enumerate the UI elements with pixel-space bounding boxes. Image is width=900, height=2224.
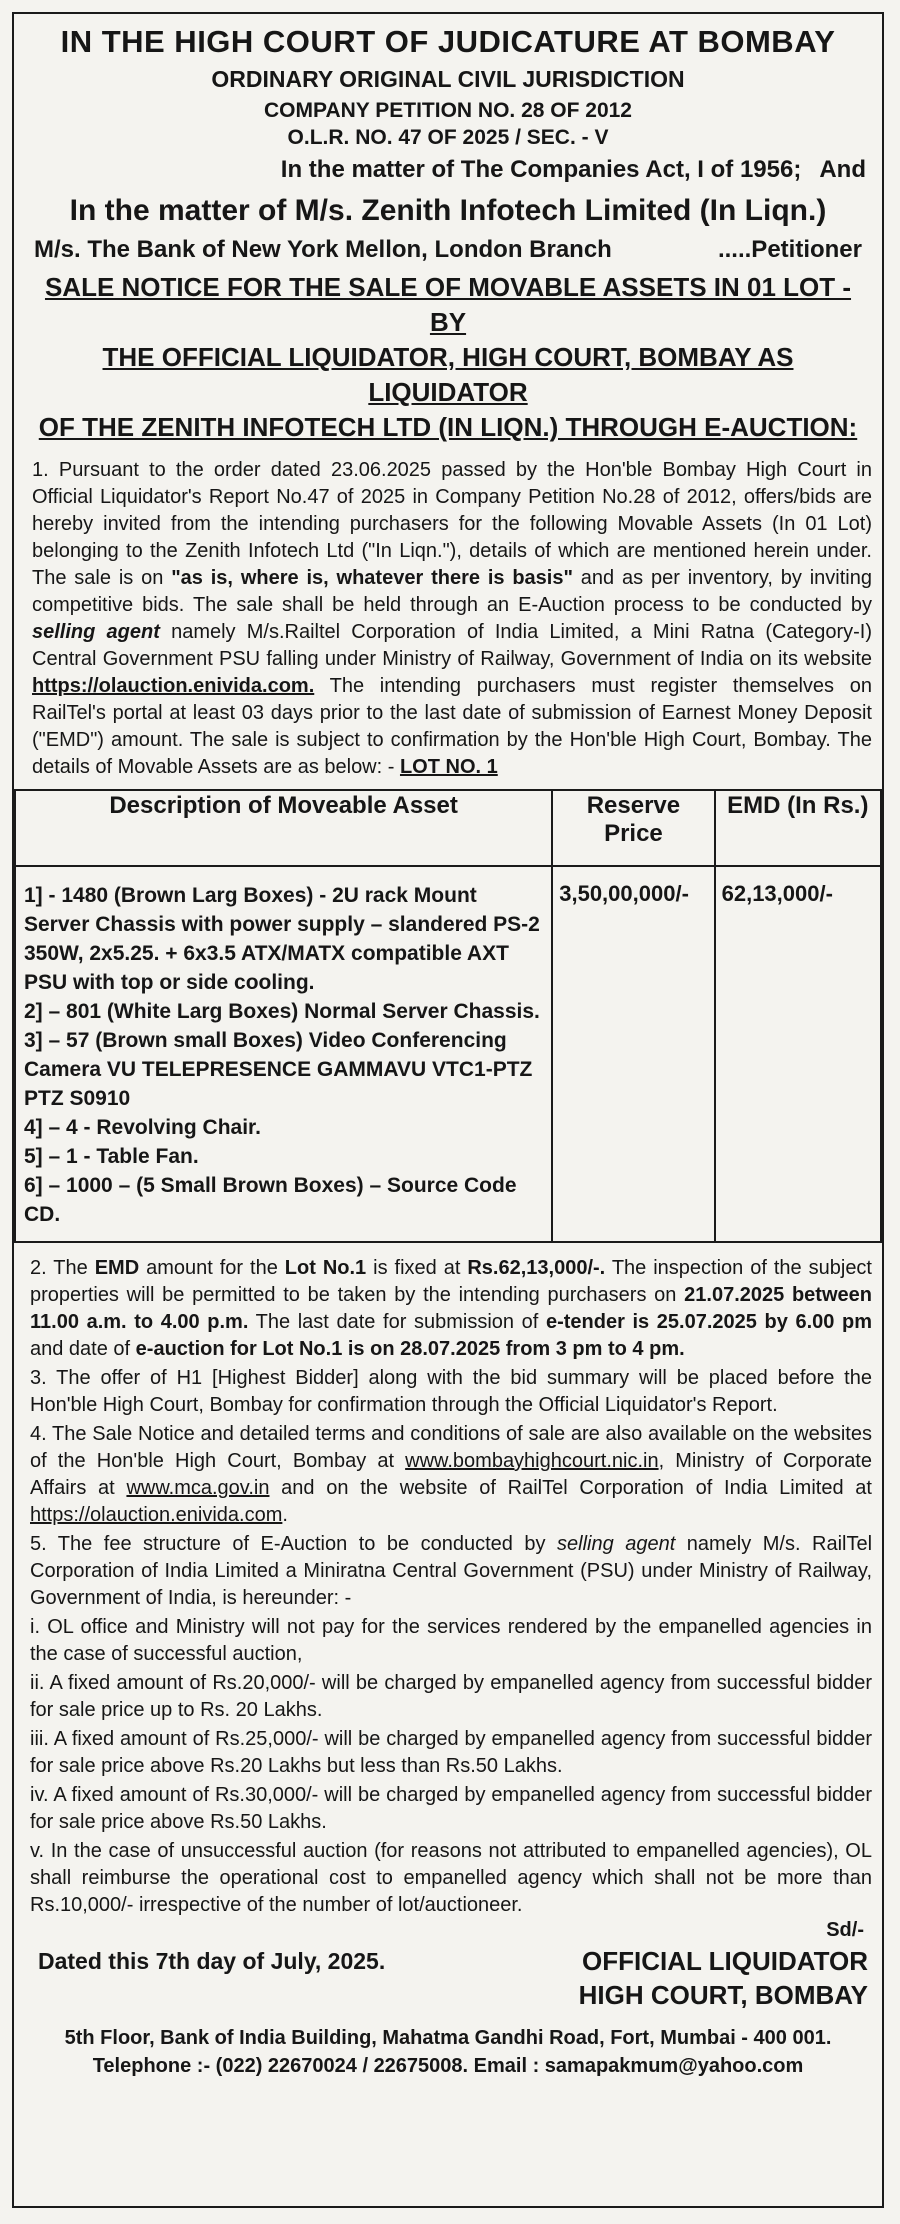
term-bold: Lot No.1 [284,1257,367,1279]
assets-table-header [15,790,881,866]
term-bold: Rs.62,13,000/-. [467,1257,606,1279]
notice-page [12,12,884,2208]
term-text: , Ministry of Corporate Affairs at [30,1450,872,1499]
ol-title: OFFICIAL LIQUIDATOR [582,1946,868,1976]
fee-item-iii: iii. A fixed amount of Rs.25,000/- will be charged by empanelled agency from successful bidder for sale price above Rs.20 Lakhs but less than Rs.50 Lakhs. [30,1728,872,1777]
para1-text-e: namely M/s.Railtel Corporation of India Limited, a Mini Ratna (Category-I) Central Government PSU falling under Ministry of Railway, Government of India on its website [32,621,873,670]
office-address: 5th Floor, Bank of India Building, Mahatma Gandhi Road, Fort, Mumbai - 400 001. [64,2027,832,2049]
term-italic: selling agent [557,1533,676,1555]
assets-table [14,789,882,1243]
high-court-website-link[interactable]: www.bombayhighcourt.nic.in [405,1450,659,1472]
para1-text-a: 1. Pursuant to the order dated 23.06.2025 passed by the Hon'ble Bombay High Court in Official Liquidator's Report No.47 of 2025 in Company Petition No.28 of 2012, offers/bids are hereby invited from the intending purchasers for the following Movable Assets (In 01 Lot) belonging to the Zenith Infotech Ltd ("In Liqn."), details of which are mentioned herein under. The sale is on [32,459,872,589]
term-3: 3. The offer of H1 [Highest Bidder] along with the bid summary will be placed before the Hon'ble High Court, Bombay for confirmation through the Official Liquidator's Report. [30,1367,872,1416]
col-emd: EMD (In Rs.) [715,790,881,866]
petitioner-line [24,236,872,264]
term-text: namely M/s. RailTel Corporation of India Limited a Miniratna Central Government (PSU) under Ministry of Railway, Government of India, is hereunder: - [30,1533,873,1609]
para1-basis: "as is, where is, whatever there is basis" [171,567,573,589]
term-text: and date of [30,1338,136,1360]
railtel-website-link[interactable]: https://olauction.enivida.com [30,1504,283,1526]
matter-company: In the matter of M/s. Zenith Infotech Limited (In Liqn.) [69,194,827,227]
asset-item: 1] - 1480 (Brown Larg Boxes) - 2U rack Mount Server Chassis with power supply – slandered PS-2 350W, 2x5.25. + 6x3.5 ATX/MATX compatible AXT PSU with top or side cooling. [24,884,540,994]
terms-section [24,1255,872,1919]
term-text: 5. The fee structure of E-Auction to be conducted by [30,1533,558,1555]
signature-mark: Sd/- [826,1919,864,1941]
sale-heading-line-2: THE OFFICIAL LIQUIDATOR, HIGH COURT, BOMBAY AS LIQUIDATOR [102,342,794,407]
matter-act-line [24,156,872,184]
term-text: 4. The Sale Notice and detailed terms and conditions of sale are also available on the websites of the Hon'ble High Court, Bombay at [30,1423,872,1472]
para1-text-c: and as per inventory, by inviting competitive bids. The sale shall be held through an E-Auction process to be conducted by [32,567,872,616]
petitioner-name: M/s. The Bank of New York Mellon, London Branch [34,236,612,263]
asset-item: 2] – 801 (White Larg Boxes) Normal Server Chassis. [24,1000,540,1023]
asset-item: 5] – 1 - Table Fan. [24,1145,199,1168]
dated-line: Dated this 7th day of July, 2025. [38,1948,386,1974]
petition-number: COMPANY PETITION NO. 28 OF 2012 [264,99,632,122]
lot-number-label: LOT NO. 1 [399,756,498,778]
term-4 [30,1421,872,1529]
eauction-date: e-auction for Lot No.1 is on 28.07.2025 from 3 pm to 4 pm. [135,1338,685,1360]
inspection-date: 21.07.2025 between 11.00 a.m. to 4.00 p.m. [30,1284,872,1333]
matter-and: And [819,156,866,183]
jurisdiction-line: ORDINARY ORIGINAL CIVIL JURISDICTION [211,66,685,92]
term-text: The inspection of the subject properties will be permitted to be taken by the intending purchasers on [30,1257,872,1306]
term-text: and on the website of RailTel Corporation of India Limited at [269,1477,872,1499]
ol-court: HIGH COURT, BOMBAY [578,1980,868,2010]
emd-value: 62,13,000/- [715,866,881,1242]
fee-item-ii: ii. A fixed amount of Rs.20,000/- will be charged by empanelled agency from successful bidder for sale price up to Rs. 20 Lakhs. [30,1672,872,1721]
matter-act: In the matter of The Companies Act, I of 1956; [280,156,802,183]
term-2 [30,1255,872,1363]
col-description: Description of Moveable Asset [15,790,552,866]
term-text: is fixed at [366,1257,468,1279]
asset-item: 6] – 1000 – (5 Small Brown Boxes) – Source Code CD. [24,1174,517,1226]
reserve-price-value: 3,50,00,000/- [552,866,714,1242]
fee-item-v: v. In the case of unsuccessful auction (for reasons not attributed to empanelled agencies), OL shall reimburse the operational cost to empanelled agency which shall not be more than Rs.10,000/- irrespective of the number of lot/auctioneer. [30,1840,872,1916]
para1-selling-agent: selling agent [32,621,160,643]
olr-number: O.L.R. NO. 47 OF 2025 / SEC. - V [287,126,609,149]
term-text: amount for the [139,1257,285,1279]
asset-items-cell [15,866,552,1242]
telephone-email: Telephone :- (022) 22670024 / 22675008. Email : samapakmum@yahoo.com [92,2055,804,2077]
term-bold: EMD [94,1257,140,1279]
para1-text-g: The intending purchasers must register themselves on RailTel's portal at least 03 days prior to the last date of submission of Earnest Money Deposit ("EMD") amount. The sale is subject to confirmation by the Hon'ble High Court, Bombay. The details of Movable Assets are as below: - [32,675,872,778]
asset-item: 3] – 57 (Brown small Boxes) Video Conferencing Camera VU TELEPRESENCE GAMMAVU VTC1-PTZ PTZ S0910 [24,1029,533,1110]
sale-heading-line-1: SALE NOTICE FOR THE SALE OF MOVABLE ASSETS IN 01 LOT - BY [44,272,852,337]
contact-block [24,2024,872,2080]
sale-notice-heading [24,270,872,445]
term-text: 2. The [30,1257,95,1279]
paragraph-1 [24,457,872,781]
petitioner-role: .....Petitioner [717,236,862,263]
auction-website-link[interactable]: https://olauction.enivida.com. [32,675,315,697]
term-text: The last date for submission of [248,1311,546,1333]
fee-item-i: i. OL office and Ministry will not pay for the services rendered by the empanelled agencies in the case of successful auction, [30,1616,872,1665]
asset-item: 4] – 4 - Revolving Chair. [24,1116,261,1139]
term-5 [30,1531,872,1612]
fee-item-iv: iv. A fixed amount of Rs.30,000/- will be charged by empanelled agency from successful bidder for sale price above Rs.50 Lakhs. [30,1784,872,1833]
sale-heading-line-3: OF THE ZENITH INFOTECH LTD (IN LIQN.) THROUGH E-AUCTION: [38,412,858,442]
assets-table-row [15,866,881,1242]
official-liquidator-block [579,1944,872,2012]
col-reserve-price: Reserve Price [552,790,714,866]
mca-website-link[interactable]: www.mca.gov.in [126,1477,270,1499]
etender-deadline: e-tender is 25.07.2025 by 6.00 pm [545,1311,873,1333]
court-title: IN THE HIGH COURT OF JUDICATURE AT BOMBAY [60,24,836,59]
signature-block [24,1944,872,2012]
term-text: . [282,1504,288,1526]
